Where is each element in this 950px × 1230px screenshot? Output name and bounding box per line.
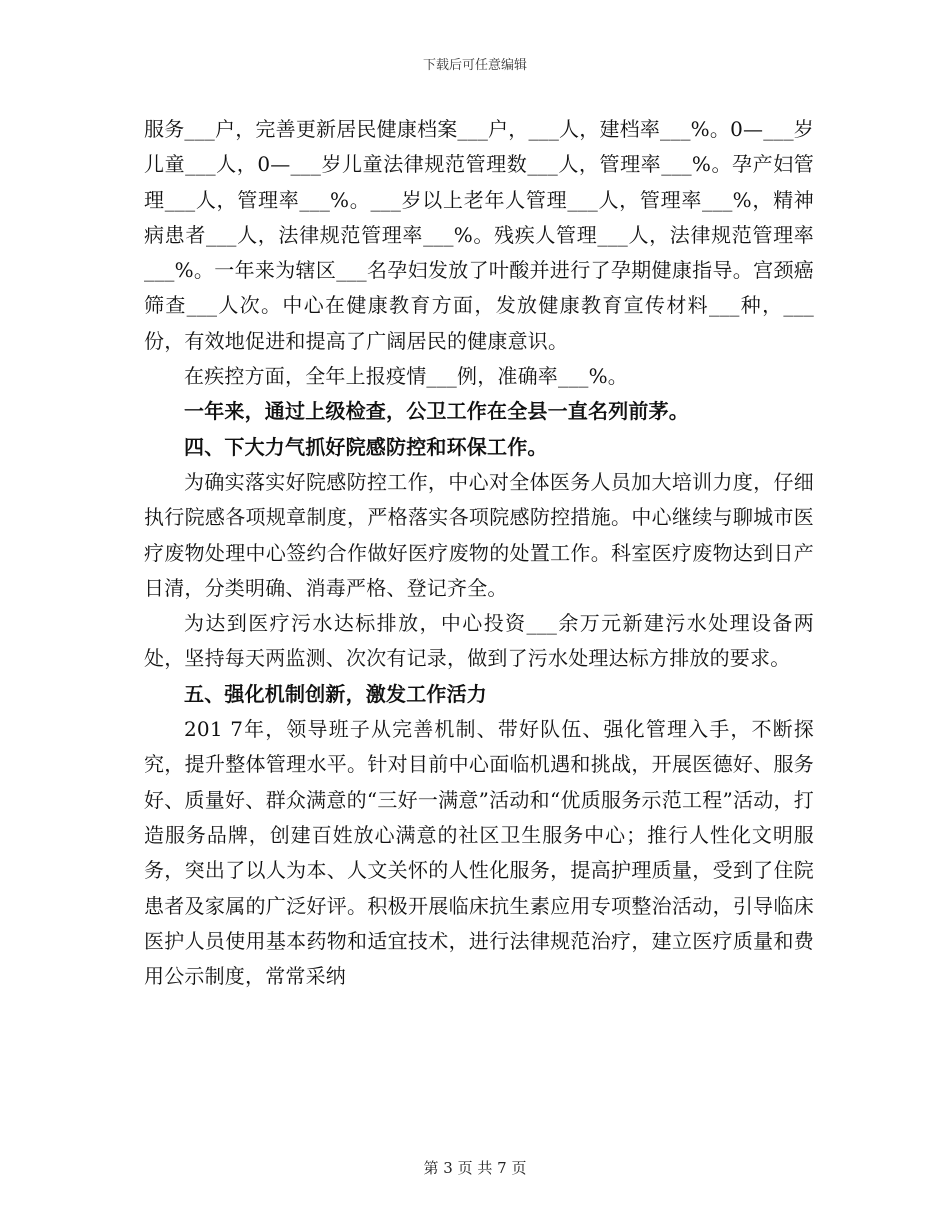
document-body [144,112,814,994]
section-heading-5: 五、强化机制创新，激发工作活力 [184,681,487,706]
paragraph-mechanism-innovation: 201 7年，领导班子从完善机制、带好队伍、强化管理入手，不断探究，提升整体管理水平。针对目前中心面临机遇和挑战，开展医德好、服务好、质量好、群众满意的“三好一满意”活动和“优质服务示范工程”活动，打造服务品牌，创建百姓放心满意的社区卫生服务中心；推行人性化文明服务，突出了以人为本、人文关怀的人性化服务，提高护理质量，受到了住院患者及家属的广泛好评。积极开展临床抗生素应用专项整治活动，引导临床医护人员使用基本药物和适宜技术，进行法律规范治疗，建立医疗质量和费用公示制度，常常采纳 [144,717,814,989]
page-header: 下载后可任意编辑 [422,58,527,73]
section-heading-4: 四、下大力气抓好院感防控和环保工作。 [184,434,548,459]
paragraph-infection-control: 为确实落实好院感防控工作，中心对全体医务人员加大培训力度，仔细执行院感各项规章制度，严格落实各项院感防控措施。中心继续与聊城市医疗废物处理中心签约合作做好医疗废物的处置工作。科室医疗废物达到日产日清，分类明确、消毒严格、登记齐全。 [144,469,814,600]
page-footer: 第 3 页 共 7 页 [423,1159,527,1177]
paragraph-sewage-treatment: 为达到医疗污水达标排放，中心投资___余万元新建污水处理设备两处，坚持每天两监测、次次有记录，做到了污水处理达标方排放的要求。 [144,611,814,671]
paragraph-disease-control: 在疾控方面，全年上报疫情___例，准确率___%。 [184,364,629,389]
paragraph-public-health-stats: 服务___户，完善更新居民健康档案___户，___人，建档率___%。0—___岁儿童___人，0—___岁儿童法律规范管理数___人，管理率___%。孕产妇管理___人，管理率___%。___岁以上老年人管理___人，管理率___%，精神病患者___人，法律规范管理率___%。残疾人管理___人，法律规范管理率___%。一年来为辖区___名孕妇发放了叶酸并进行了孕期健康指导。宫颈癌筛查___人次。中心在健康教育方面，发放健康教育宣传材料___种，___份，有效地促进和提高了广阔居民的健康意识。 [144,117,814,353]
paragraph-inspection-result: 一年来，通过上级检查，公卫工作在全县一直名列前茅。 [184,399,689,424]
